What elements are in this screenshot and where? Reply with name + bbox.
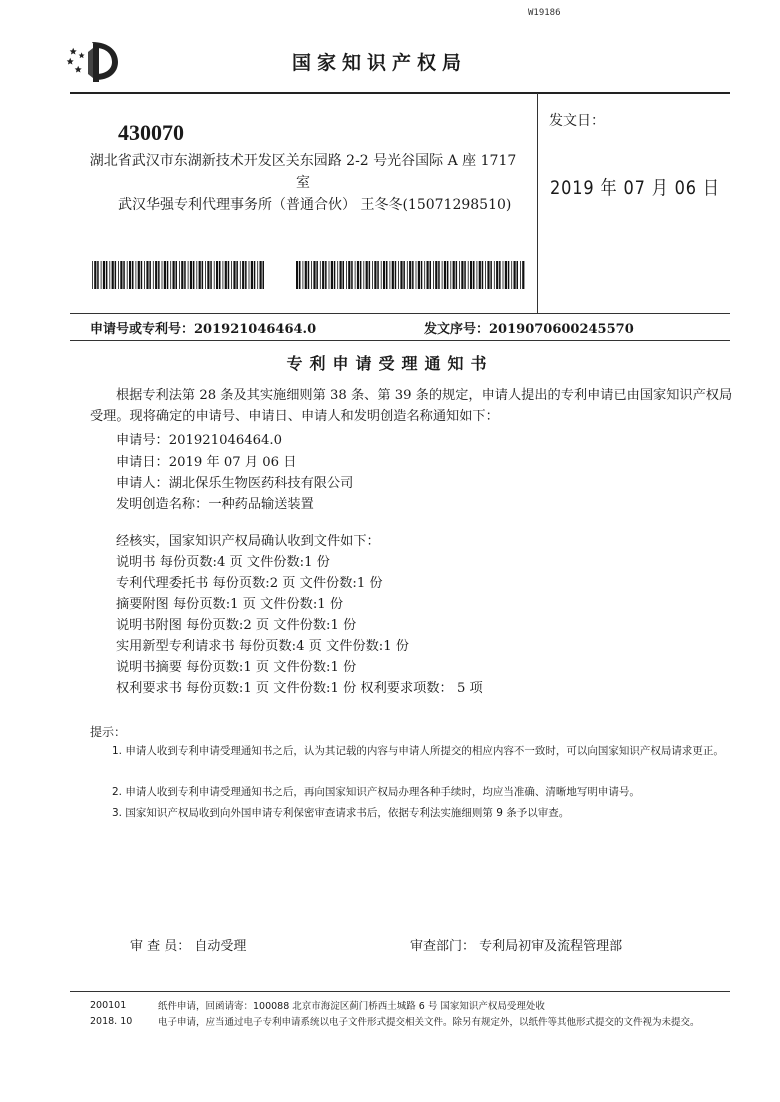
- field-application-number: [116, 429, 282, 448]
- recipient-zip: 430070: [118, 120, 184, 145]
- field-value: 一种药品输送装置: [208, 497, 314, 512]
- barcode-right: [296, 261, 526, 289]
- header-divider: [537, 93, 538, 313]
- agency-name: 国家知识产权局: [292, 52, 468, 74]
- examiner: 审 查 员： 自动受理: [130, 939, 247, 954]
- field-label: 申请号：: [116, 433, 169, 448]
- serial-number-label: 发文序号：: [424, 322, 490, 337]
- application-number-value: 201921046464.0: [194, 322, 317, 337]
- recipient-address: 湖北省武汉市东湖新技术开发区关东园路 2-2 号光谷国际 A 座 1717 室: [89, 153, 517, 191]
- document-serial-code: W19186: [528, 8, 561, 18]
- document-item: 权利要求书 每份页数:1 页 文件份数:1 份 权利要求项数： 5 项: [116, 681, 483, 696]
- footer-paper-instructions: 纸件申请，回函请寄：100088 北京市海淀区蓟门桥西土城路 6 号 国家知识产权局受理处收: [158, 1001, 545, 1012]
- header-rule: [70, 92, 730, 94]
- field-label: 申请日：: [116, 455, 169, 470]
- document-item: 说明书摘要 每份页数:1 页 文件份数:1 份: [116, 660, 357, 675]
- verification-intro: 经核实，国家知识产权局确认收到文件如下：: [116, 534, 380, 549]
- cnipa-logo-icon: [66, 38, 126, 84]
- document-item: 说明书附图 每份页数:2 页 文件份数:1 份: [116, 618, 357, 633]
- field-value: 201921046464.0: [168, 433, 283, 448]
- field-value: 湖北保乐生物医药科技有限公司: [168, 476, 354, 491]
- document-item: 实用新型专利请求书 每份页数:4 页 文件份数:1 份: [116, 639, 409, 654]
- field-label: 申请人：: [116, 476, 169, 491]
- footer-form-code: 200101: [90, 1000, 127, 1011]
- footer-rule: [70, 991, 730, 992]
- divider-line: [70, 313, 730, 314]
- examining-department: 审查部门： 专利局初审及流程管理部: [410, 939, 623, 954]
- intro-paragraph: 根据专利法第 28 条及其实施细则第 38 条、第 39 条的规定，申请人提出的专利申请已由国家知识产权局受理。现将确定的申请号、申请日、申请人和发明创造名称通知如下：: [90, 388, 733, 424]
- document-item: 摘要附图 每份页数:1 页 文件份数:1 份: [116, 597, 344, 612]
- footer-electronic-instructions: 电子申请，应当通过电子专利申请系统以电子文件形式提交相关文件。除另有规定外，以纸件等其他形式提交的文件视为未提交。: [158, 1017, 700, 1028]
- field-value: 2019 年 07 月 06 日: [168, 455, 297, 470]
- field-invention-title: [116, 493, 314, 512]
- application-number: [90, 318, 316, 337]
- footer-form-date: 2018. 10: [90, 1016, 133, 1027]
- tip-item: 1. 申请人收到专利申请受理通知书之后，认为其记载的内容与申请人所提交的相应内容不一致时，可以向国家知识产权局请求更正。: [112, 745, 724, 757]
- recipient-agent: 武汉华强专利代理事务所（普通合伙） 王冬冬(15071298510): [118, 197, 512, 213]
- field-applicant: [116, 472, 353, 491]
- serial-number-value: 2019070600245570: [489, 322, 634, 337]
- tip-item: 2. 申请人收到专利申请受理通知书之后，再向国家知识产权局办理各种手续时，均应当准确、清晰地写明申请号。: [112, 786, 640, 798]
- tip-item: 3. 国家知识产权局收到向外国申请专利保密审查请求书后，依据专利法实施细则第 9 条予以审查。: [112, 807, 570, 819]
- notice-title: 专利申请受理通知书: [286, 354, 494, 373]
- sent-date-value: 2019 年 07 月 06 日: [550, 177, 720, 199]
- barcode-left: [92, 261, 267, 289]
- sent-date-label: 发文日：: [549, 113, 605, 129]
- document-item: 专利代理委托书 每份页数:2 页 文件份数:1 份: [116, 576, 383, 591]
- divider-line: [70, 340, 730, 341]
- serial-number: [424, 318, 634, 337]
- application-number-label: 申请号或专利号：: [90, 322, 195, 337]
- field-filing-date: [116, 451, 296, 470]
- field-label: 发明创造名称：: [116, 497, 209, 512]
- tips-label: 提示：: [90, 725, 127, 739]
- document-item: 说明书 每份页数:4 页 文件份数:1 份: [116, 555, 330, 570]
